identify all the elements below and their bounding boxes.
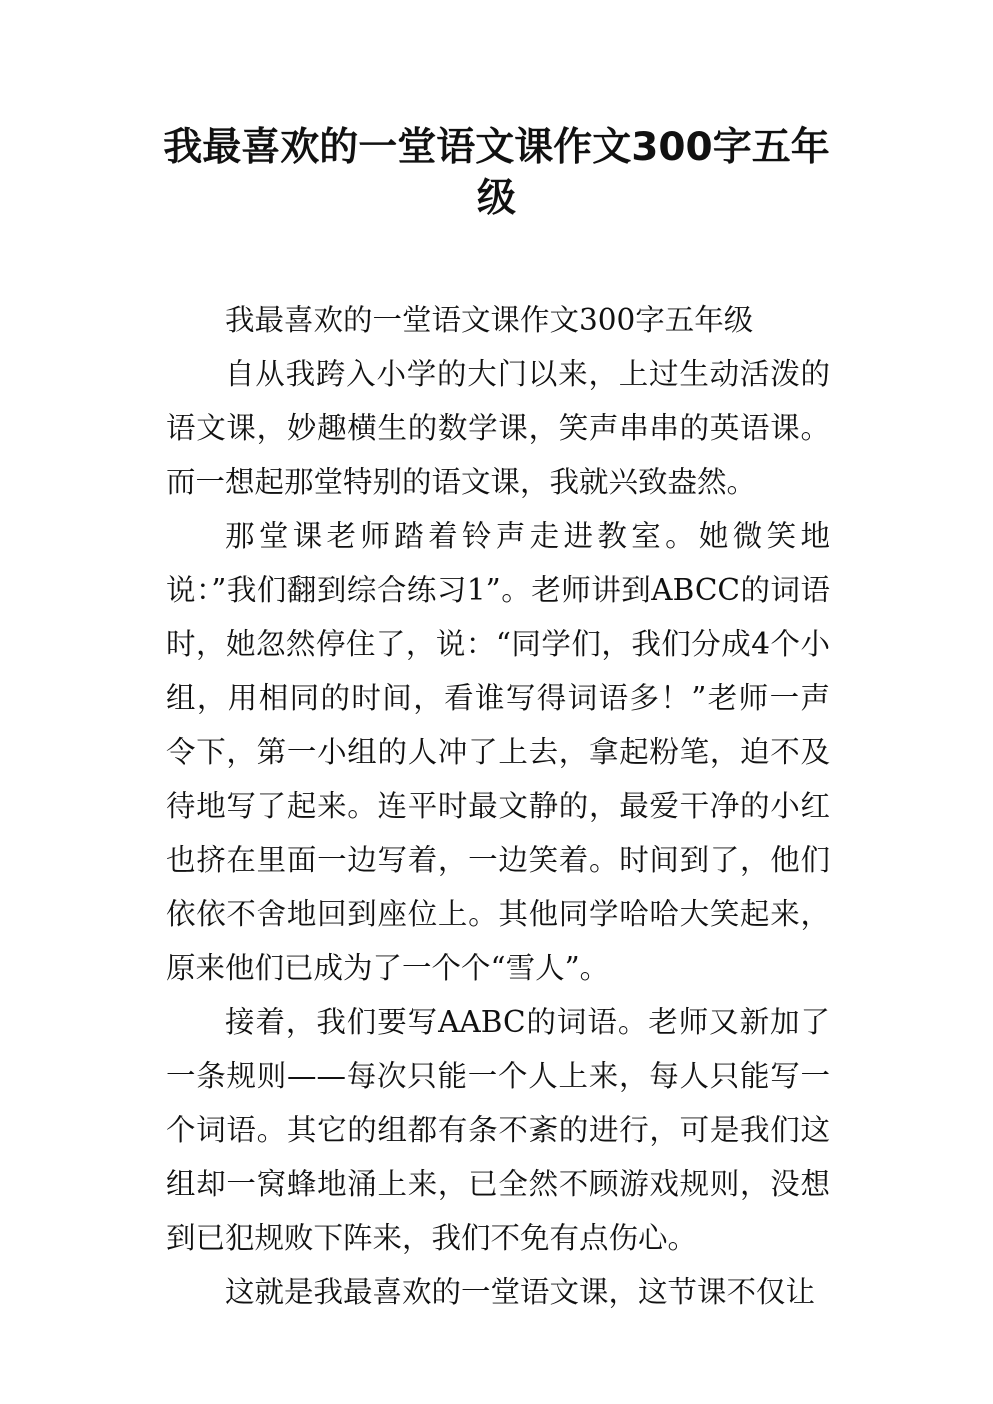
paragraph: 接着，我们要写AABC的词语。老师又新加了一条规则——每次只能一个人上来，每人只能写一个词语。其它的组都有条不紊的进行，可是我们这组却一窝蜂地涌上来，已全然不顾游戏规则，没想到已犯规败下阵来，我们不免有点伤心。 xyxy=(166,1005,830,1255)
paragraph: 那堂课老师踏着铃声走进教室。她微笑地说：”我们翻到综合练习1”。老师讲到ABCC的词语时，她忽然停住了，说：“同学们，我们分成4个小组，用相同的时间，看谁写得词语多！”老师一声令下，第一小组的人冲了上去，拿起粉笔，迫不及待地写了起来。连平时最文静的，最爱干净的小红也挤在里面一边写着，一边笑着。时间到了，他们依依不舍地回到座位上。其他同学哈哈大笑起来，原来他们已成为了一个个“雪人”。 xyxy=(166,519,830,985)
paragraph: 这就是我最喜欢的一堂语文课，这节课不仅让 xyxy=(225,1275,816,1309)
paragraph-subtitle: 我最喜欢的一堂语文课作文300字五年级 xyxy=(225,303,754,337)
document-title: 我最喜欢的一堂语文课作文300字五年级 xyxy=(163,125,830,221)
document-body xyxy=(166,293,830,1319)
paragraph: 自从我跨入小学的大门以来，上过生动活泼的语文课，妙趣横生的数学课，笑声串串的英语课。而一想起那堂特别的语文课，我就兴致盎然。 xyxy=(166,357,830,499)
